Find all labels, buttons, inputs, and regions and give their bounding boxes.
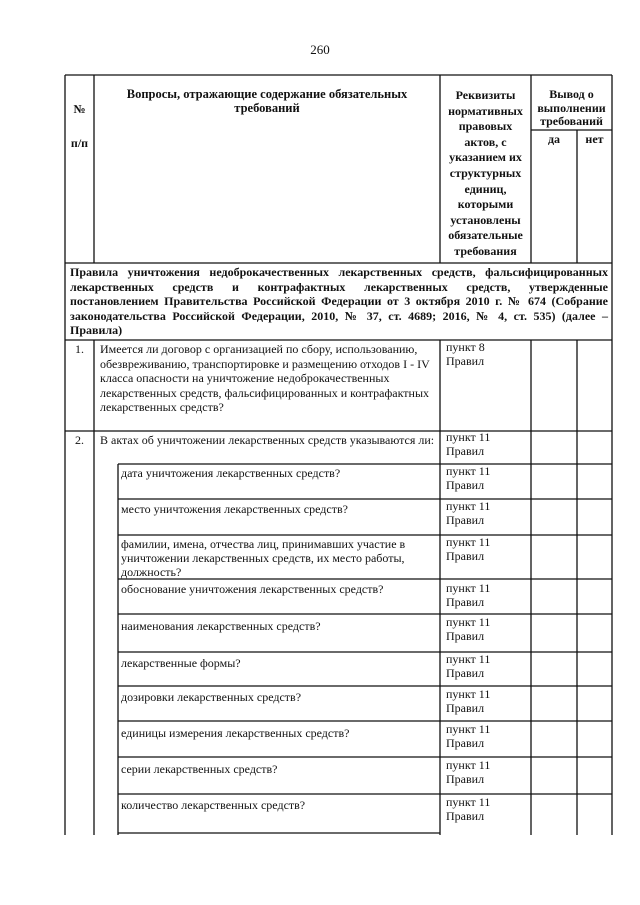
section-title: [70, 265, 608, 338]
row-num: 1.: [75, 342, 84, 356]
subrow-requisite: [446, 500, 528, 527]
requisite-clause: пункт 11: [446, 430, 491, 444]
header-questions: Вопросы, отражающие содержание обязательных требований: [126, 87, 408, 115]
requisite-source: Правил: [446, 477, 485, 492]
header-num-sign: №: [73, 102, 86, 116]
page-number: 260: [310, 42, 330, 57]
header-conclusion: Вывод о выполнении требований: [537, 87, 606, 128]
subrow-text: лекарственные формы?: [121, 656, 241, 670]
row-num: 2.: [75, 433, 84, 447]
requisite-clause: пункт 11: [446, 687, 491, 701]
requisite-source: Правил: [446, 594, 485, 609]
subrow-text: фамилии, имена, отчества лиц, принимавших участие в уничтожении лекарственных средств, их место работы, должность?: [121, 537, 406, 580]
header-no: нет: [585, 132, 604, 146]
subrow-text: единицы измерения лекарственных средств?: [121, 726, 350, 740]
subrow-requisite: [446, 653, 528, 680]
requisite-clause: пункт 11: [446, 499, 491, 513]
requisite-source: Правил: [446, 808, 485, 823]
row-requisite: [446, 431, 528, 458]
requisite-clause: пункт 11: [446, 535, 491, 549]
subrow-text: дата уничтожения лекарственных средств?: [121, 466, 341, 480]
requisite-clause: пункт 11: [446, 758, 491, 772]
requisite-source: Правил: [446, 443, 485, 458]
section-title-line: постановлением Правительства Российской Федерации от 3 октября 2010 г. № 674 (Собрание: [70, 294, 608, 308]
subrow-text: дозировки лекарственных средств?: [121, 690, 302, 704]
requisite-clause: пункт 11: [446, 722, 491, 736]
row-question: Имеется ли договор с организацией по сбору, использованию, обезвреживанию, транспортировке и размещению отходов I - IV класса опасности на уничтожение недоброкачественных лекарственных средств, фальсифицированных и контрафактных лекарственных средств?: [100, 342, 430, 415]
subrow-requisite: [446, 723, 528, 750]
section-title-line: законодательства Российской Федерации, 2010, № 37, ст. 4689; 2016, № 4, ст. 535) (далее –: [70, 308, 608, 323]
header-num: [65, 103, 94, 150]
subrow-requisite: [446, 582, 528, 609]
header-requisites: Реквизиты нормативных правовых актов, с указанием их структурных единиц, которыми установлены обязательные требования: [448, 88, 523, 258]
subrow-text: количество лекарственных средств?: [121, 798, 306, 812]
subrow-text: обоснование уничтожения лекарственных средств?: [121, 582, 384, 596]
requisite-source: Правил: [446, 353, 485, 368]
subrow-requisite: [446, 759, 528, 786]
requisite-source: Правил: [446, 628, 485, 643]
subrow-requisite: [446, 688, 528, 715]
subrow-requisite: [446, 536, 528, 563]
subrow-text: место уничтожения лекарственных средств?: [121, 502, 348, 516]
row-requisite: [446, 341, 528, 368]
requisite-clause: пункт 11: [446, 795, 491, 809]
requisite-source: Правил: [446, 771, 485, 786]
requisite-source: Правил: [446, 512, 485, 527]
subrow-text: серии лекарственных средств?: [121, 762, 278, 776]
requisite-source: Правил: [446, 665, 485, 680]
section-title-line: лекарственных средств и контрафактных лекарственных средств, утвержденные: [70, 279, 608, 294]
header-num-abbr: п/п: [70, 135, 89, 150]
requisite-source: Правил: [446, 735, 485, 750]
requisite-clause: пункт 11: [446, 615, 491, 629]
subrow-requisite: [446, 616, 528, 643]
header-yes: да: [547, 132, 561, 146]
requisite-source: Правил: [446, 700, 485, 715]
requisite-clause: пункт 11: [446, 464, 491, 478]
subrow-requisite: [446, 465, 528, 492]
section-title-line: Правила уничтожения недоброкачественных лекарственных средств, фальсифицированных: [70, 265, 608, 279]
requisite-source: Правил: [446, 548, 485, 563]
requisite-clause: пункт 11: [446, 652, 491, 666]
section-title-line: Правила): [70, 323, 123, 337]
subrow-requisite: [446, 796, 528, 823]
subrow-text: наименования лекарственных средств?: [121, 619, 321, 633]
row-question: В актах об уничтожении лекарственных средств указываются ли:: [100, 433, 435, 447]
requisite-clause: пункт 8: [446, 340, 485, 354]
requisite-clause: пункт 11: [446, 581, 491, 595]
